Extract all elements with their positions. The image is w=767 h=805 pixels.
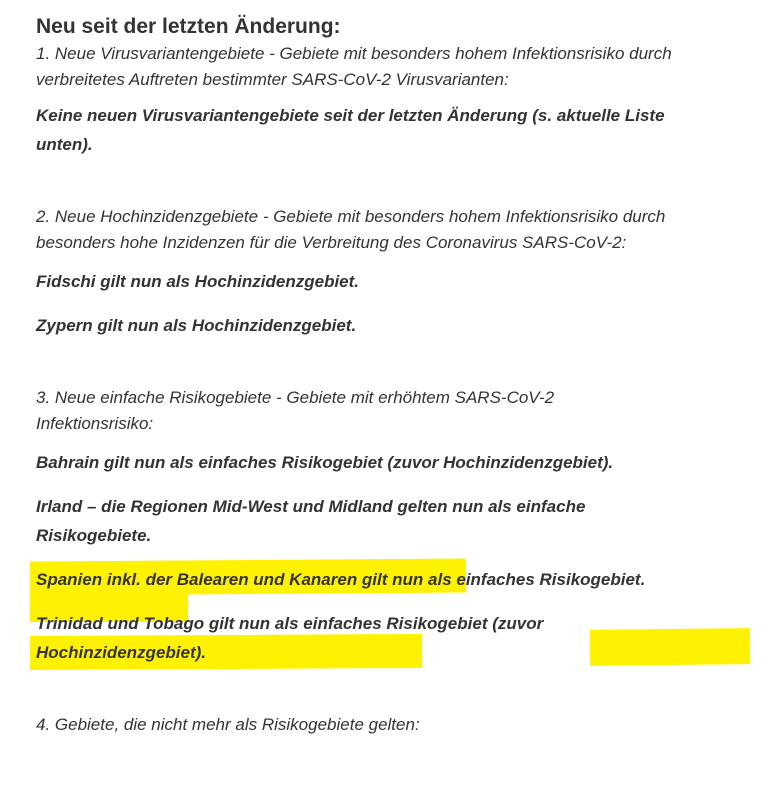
section-3-entry-irland (36, 492, 686, 550)
section-1-intro: 1. Neue Virusvariantengebiete - Gebiete mit besonders hohem Infektionsrisiko durch verbreitetes Auftreten bestimmter SARS-CoV-2 Virusvarianten: (36, 44, 672, 89)
section-2-entry-zypern (36, 311, 736, 340)
section-4-intro: 4. Gebiete, die nicht mehr als Risikogebiete gelten: (36, 715, 420, 734)
entry-text: Trinidad und Tobago gilt nun als einfaches Risikogebiet (zuvor Hochinzidenzgebiet). (36, 614, 544, 662)
page-title: Neu seit der letzten Änderung: (36, 15, 341, 38)
entry-text: Irland – die Regionen Mid-West und Midland gelten nun als einfache Risikogebiete. (36, 497, 586, 545)
section-3-entry-trinidad (36, 609, 656, 667)
entry-text: Spanien inkl. der Balearen und Kanaren gilt nun als einfaches Risikogebiet. (36, 570, 646, 589)
section-2-entry-fidschi (36, 267, 736, 296)
section-3-entry-bahrain (36, 448, 736, 477)
section-3-intro: 3. Neue einfache Risikogebiete - Gebiete mit erhöhtem SARS-CoV-2 Infektionsrisiko: (36, 388, 555, 433)
section-1-entry (36, 101, 716, 159)
entry-text: Bahrain gilt nun als einfaches Risikogebiet (zuvor Hochinzidenzgebiet). (36, 453, 614, 472)
section-3-entry-spanien (36, 565, 736, 594)
entry-text: Keine neuen Virusvariantengebiete seit der letzten Änderung (s. aktuelle Liste unten). (36, 106, 665, 154)
section-2-intro: 2. Neue Hochinzidenzgebiete - Gebiete mit besonders hohem Infektionsrisiko durch besonders hohe Inzidenzen für die Verbreitung des Coronavirus SARS-CoV-2: (36, 207, 666, 252)
entry-text: Fidschi gilt nun als Hochinzidenzgebiet. (36, 272, 360, 291)
entry-text: Zypern gilt nun als Hochinzidenzgebiet. (36, 316, 357, 335)
change-notice (36, 14, 736, 738)
